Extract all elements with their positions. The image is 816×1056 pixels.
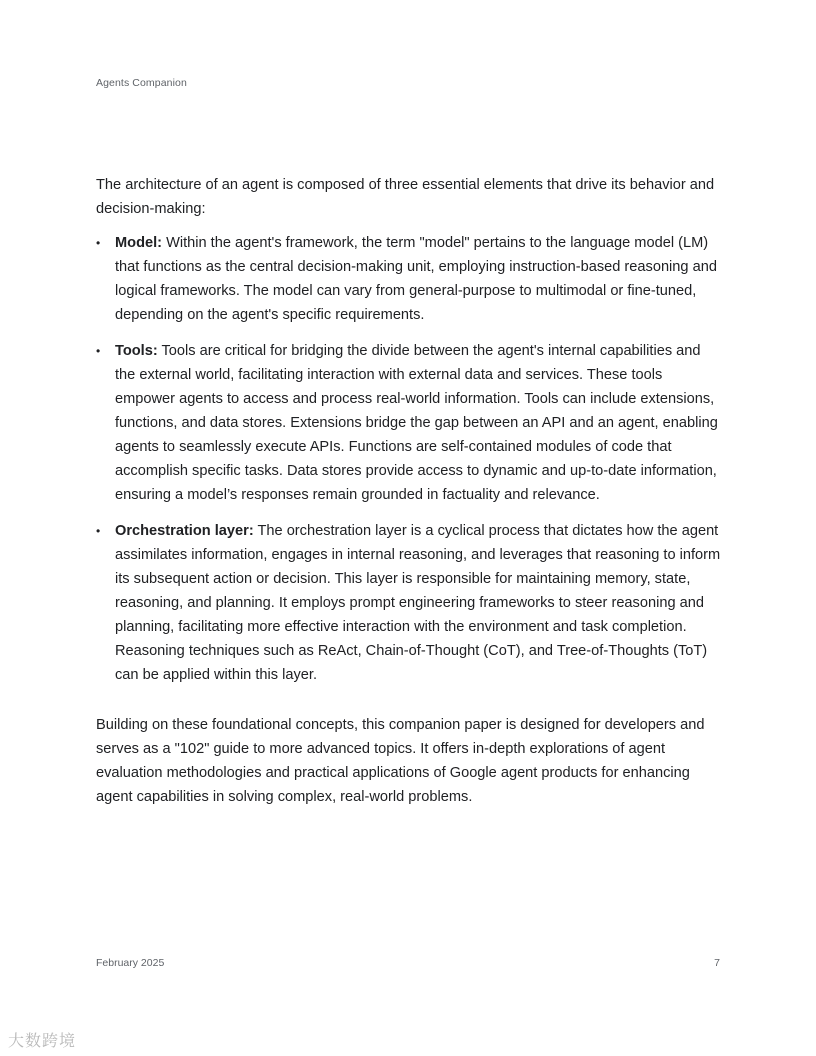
list-item-tools <box>96 339 722 507</box>
bullet-text: Within the agent's framework, the term "model" pertains to the language model (LM) that functions as the central decision-making unit, employing instruction-based reasoning and logical frameworks. The model can vary from general-purpose to multimodal or fine-tuned, depending on the agent's specific requirements. <box>115 235 717 323</box>
bullet-text: Tools are critical for bridging the divide between the agent's internal capabilities and the external world, facilitating interaction with external data and services. These tools empower agents to access and process real-world information. Tools can include extensions, functions, and data stores. Extensions bridge the gap between an API and an agent, enabling agents to seamlessly execute APIs. Functions are self-contained modules of code that accomplish specific tasks. Data stores provide access to dynamic and up-to-date information, ensuring a model’s responses remain grounded in factuality and relevance. <box>115 343 718 503</box>
architecture-elements-list <box>96 231 722 687</box>
bullet-icon: • <box>96 524 101 538</box>
footer-date: February 2025 <box>96 957 165 969</box>
list-item-model <box>96 231 722 327</box>
bullet-text: The orchestration layer is a cyclical process that dictates how the agent assimilates information, engages in internal reasoning, and leverages that reasoning to inform its subsequent action or decision. This layer is responsible for maintaining memory, state, reasoning, and planning. It employs prompt engineering frameworks to steer reasoning and planning, facilitating more effective interaction with the environment and task completion. Reasoning techniques such as ReAct, Chain-of-Thought (CoT), and Tree-of-Thoughts (ToT) can be applied within this layer. <box>115 523 721 683</box>
closing-paragraph: Building on these foundational concepts, this companion paper is designed for developers and serves as a "102" guide to more advanced topics. It offers in-depth explorations of agent evaluation methodologies and practical applications of Google agent products for enhancing agent capabilities in solving complex, real-world problems. <box>96 717 705 805</box>
bullet-icon: • <box>96 344 101 358</box>
bullet-icon: • <box>96 236 101 250</box>
intro-paragraph: The architecture of an agent is composed of three essential elements that drive its behavior and decision-making: <box>96 177 715 217</box>
bullet-term: Orchestration layer: <box>115 523 254 539</box>
page-number: 7 <box>714 957 720 969</box>
watermark: 大数跨境 <box>8 1033 77 1050</box>
bullet-term: Model: <box>115 235 163 251</box>
bullet-term: Tools: <box>115 343 158 359</box>
list-item-orchestration <box>96 519 722 687</box>
running-header: Agents Companion <box>96 77 187 89</box>
page-body <box>96 173 722 809</box>
